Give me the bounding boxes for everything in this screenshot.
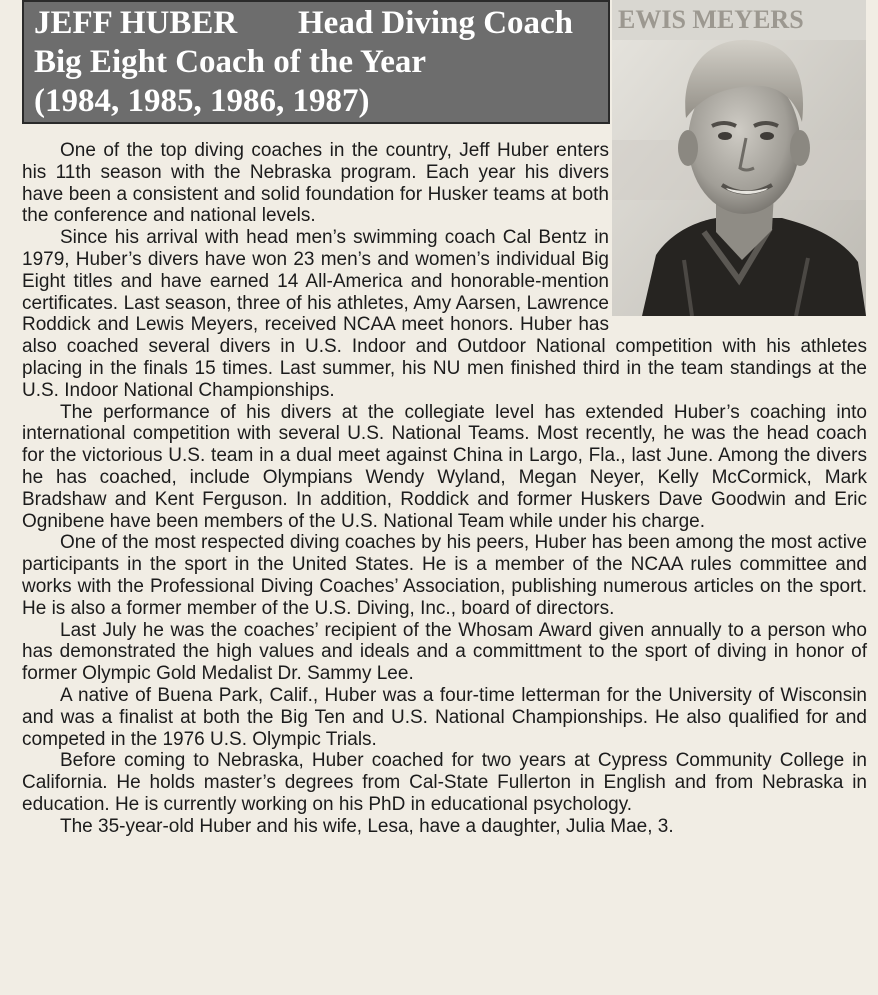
bio-paragraph: A native of Buena Park, Calif., Huber was a four-time letterman for the University of Wisconsin and was a finalist at both the Big Ten and U.S. National Championships. He also qualified for and competed in the 1976 U.S. Olympic Trials.	[22, 684, 867, 750]
honor-years: (1984, 1985, 1986, 1987)	[34, 83, 370, 119]
header-line-1	[34, 4, 608, 43]
bio-paragraph: The 35-year-old Huber and his wife, Lesa, have a daughter, Julia Mae, 3.	[60, 815, 674, 837]
coach-name: JEFF HUBER	[34, 5, 238, 41]
coach-role: Head Diving Coach	[298, 5, 574, 41]
bio-paragraph: One of the top diving coaches in the country, Jeff Huber enters his 11th season with the Nebraska program. Each year his divers have been a consistent and solid foundation for Husker teams at both the conference and national levels.	[22, 140, 609, 227]
bio-paragraph: The performance of his divers at the collegiate level has extended Huber’s coaching into international competition with several U.S. National Teams. Most recently, he was the head coach for the victorious U.S. team in a dual meet against China in Largo, Fla., last June. Among the divers he has coached, include Olympians Wendy Wyland, Megan Neyer, Kelly McCormick, Mark Bradshaw and Kent Ferguson. In addition, Roddick and former Huskers Dave Goodwin and Eric Ognibene have been members of the U.S. National Team while under his charge.	[22, 401, 867, 532]
bio-paragraph: Before coming to Nebraska, Huber coached for two years at Cypress Community College in California. He holds master’s degrees from Cal-State Fullerton in English and from Nebraska in education. He is currently working on his PhD in educational psychology.	[22, 750, 867, 815]
bio-paragraph: Last July he was the coaches’ recipient of the Whosam Award given annually to a person who has demonstrated the high values and ideals and a committment to the sport of diving in honor of former Olympic Gold Medalist Dr. Sammy Lee.	[22, 619, 867, 685]
photo-wrap-space	[609, 140, 867, 330]
coach-honor: Big Eight Coach of the Year	[34, 44, 427, 80]
biography-text	[22, 140, 867, 838]
bio-paragraph: Since his arrival with head men’s swimming coach Cal Bentz in 1979, Huber’s divers have won 23 men’s and women’s individual Big Eight titles and have earned 14 All-America and honorable-mention certificates. Last season, three of his athletes, Amy Aarsen, Lawrence Roddick and Lewis Meyers, received NCAA meet honors. Huber has also coached several divers in U.S. Indoor and Outdoor National competition with his athletes placing in the finals 15 times. Last summer, his NU men finished third in the team standings at the U.S. Indoor National Championships.	[22, 227, 867, 401]
bio-paragraph: One of the most respected diving coaches by his peers, Huber has been among the most active participants in the sport in the United States. He is a member of the NCAA rules committee and works with the Professional Diving Coaches’ Association, publishing numerous articles on the sport. He is also a former member of the U.S. Diving, Inc., board of directors.	[22, 532, 867, 619]
background-sign-text: EWIS MEYERS	[618, 5, 804, 34]
header-banner	[22, 0, 610, 124]
